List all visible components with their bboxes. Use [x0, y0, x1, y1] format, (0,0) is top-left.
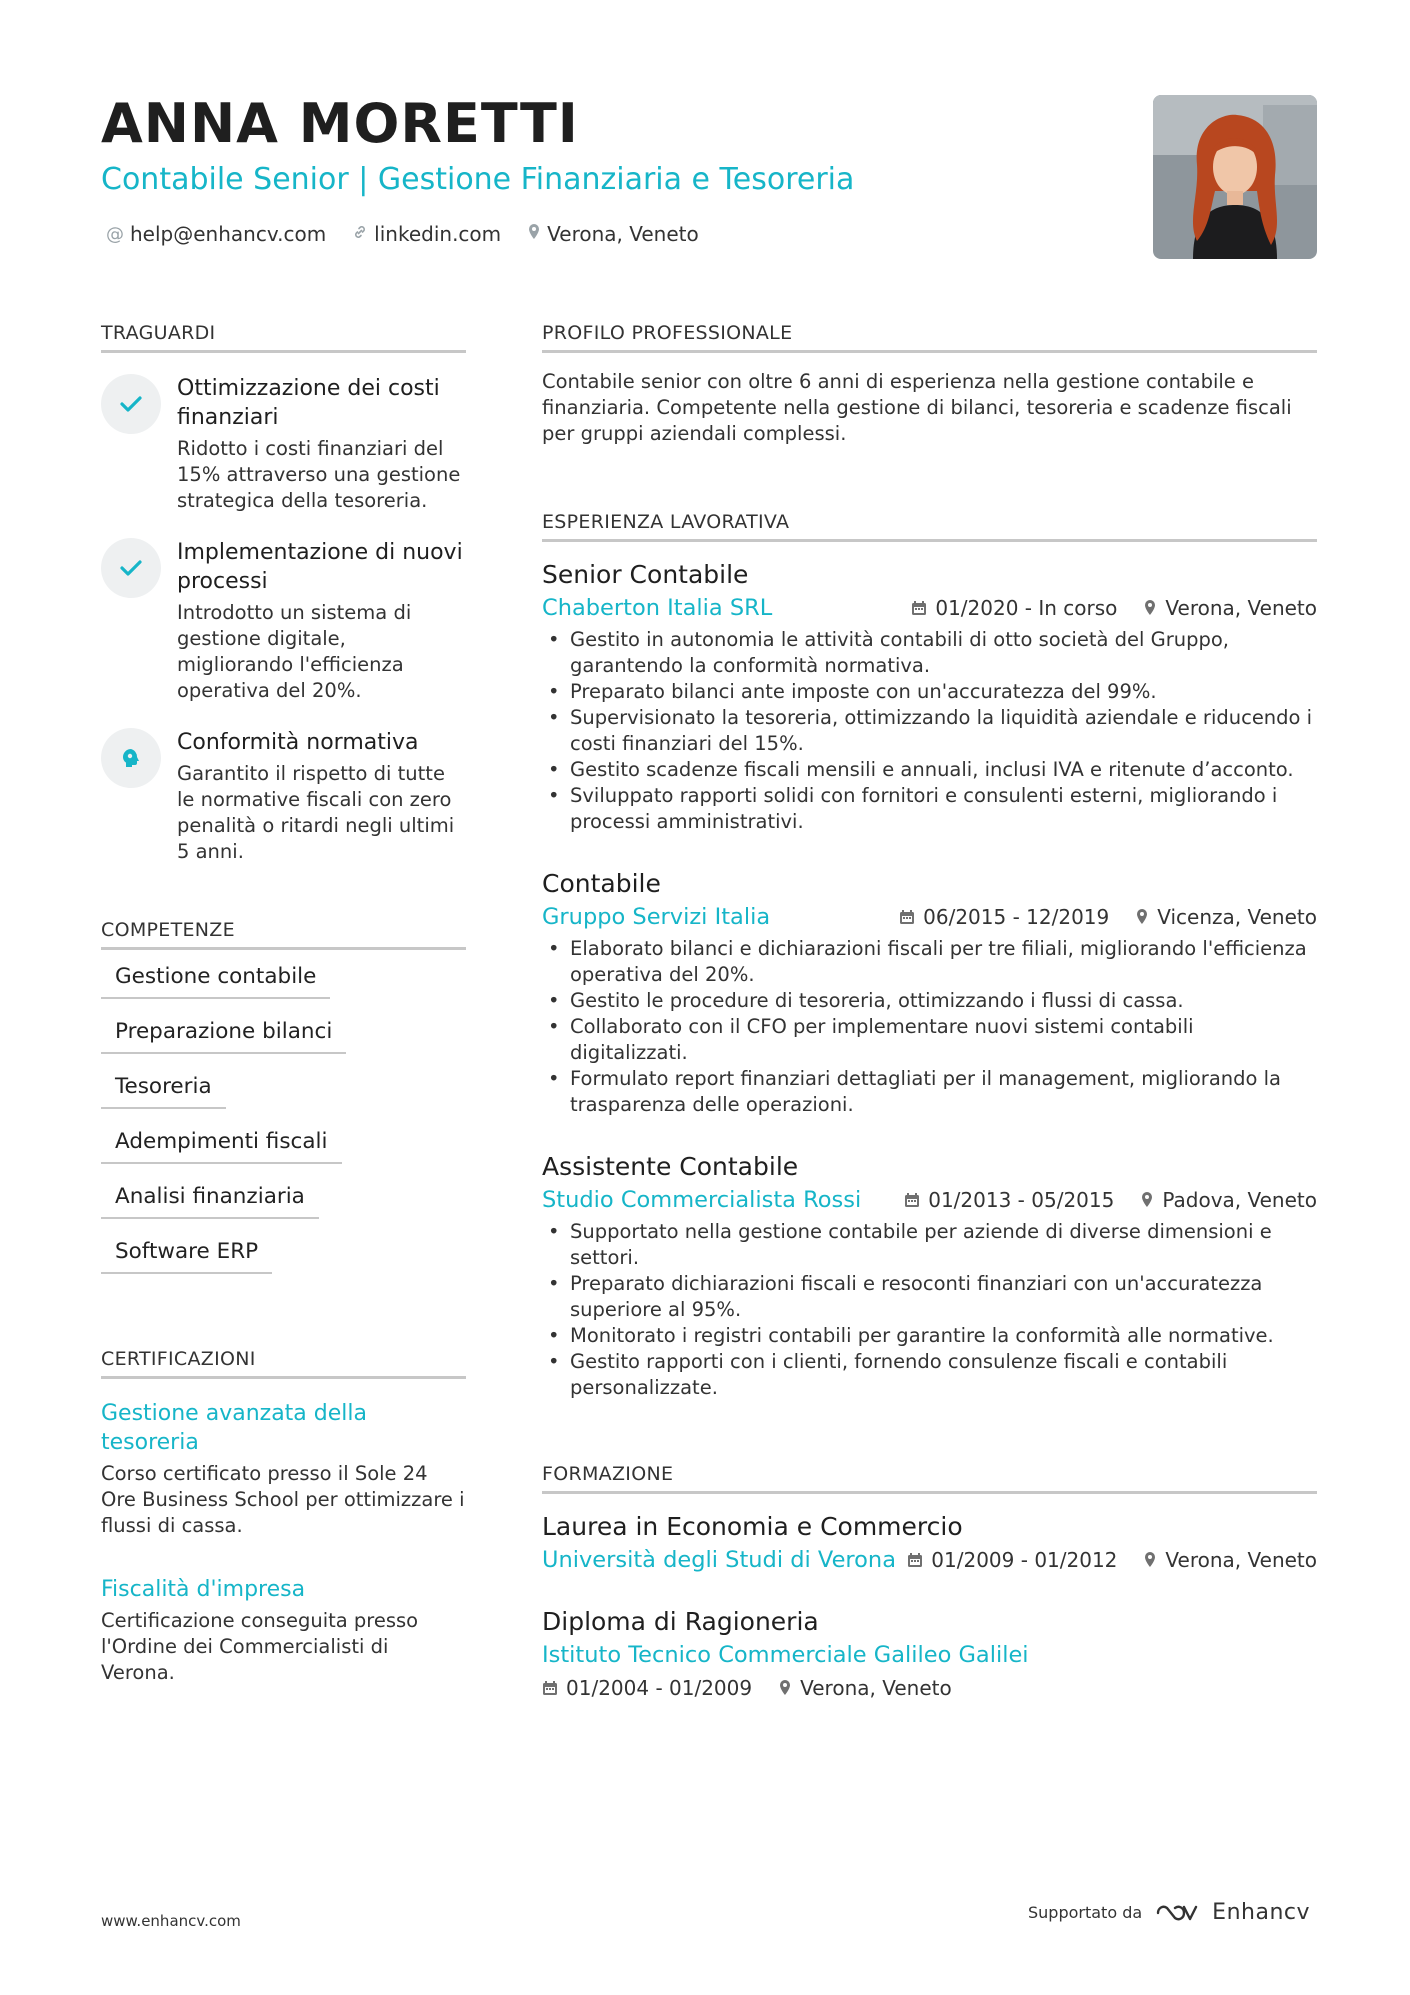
job-dates: 01/2013 - 05/2015: [904, 1188, 1114, 1212]
contact-email[interactable]: [106, 222, 326, 246]
location-pin-icon: [1135, 908, 1149, 926]
job-location: Verona, Veneto: [1143, 596, 1317, 620]
job-bullets: [542, 1219, 1317, 1401]
contact-location: [527, 222, 699, 246]
education-dates: 01/2009 - 01/2012: [907, 1548, 1117, 1572]
job-meta: [542, 1187, 1317, 1213]
at-icon: @: [106, 223, 124, 245]
enhancv-logo-icon: [1154, 1901, 1200, 1925]
degree-title: Laurea in Economia e Commercio: [542, 1512, 963, 1541]
certification-desc: Corso certificato presso il Sole 24 Ore Business School per ottimizzare i flussi di cassa.: [101, 1462, 465, 1537]
degree-title: Diploma di Ragioneria: [542, 1607, 819, 1636]
job-location: Padova, Veneto: [1140, 1188, 1317, 1212]
calendar-icon: [904, 1192, 920, 1208]
check-icon: [101, 374, 161, 434]
education-entry: [542, 1607, 1317, 1700]
right-column: [542, 322, 1317, 1700]
section-title-skills: COMPETENZE: [101, 919, 466, 950]
job-meta-right: [899, 905, 1317, 929]
achievement-item: [101, 374, 466, 514]
achievement-title: Implementazione di nuovi processi: [177, 540, 463, 594]
job-title: Contabile: [542, 869, 661, 898]
education-location: Verona, Veneto: [778, 1676, 952, 1700]
summary-text: Contabile senior con oltre 6 anni di esperienza nella gestione contabile e finanziaria. Competente nella gestione di bilanci, tesoreria e scadenze fiscali per gruppi aziendali complessi.: [542, 370, 1292, 445]
footer-website[interactable]: www.enhancv.com: [101, 1912, 241, 1930]
location-pin-icon: [1143, 599, 1157, 617]
skills-list: [101, 964, 466, 1274]
achievement-item: [101, 538, 466, 704]
skill-tag: Preparazione bilanci: [101, 1019, 346, 1054]
job-entry: [542, 1152, 1317, 1401]
bullet-item: • Supportato nella gestione contabile per aziende di diverse dimensioni e settori.: [542, 1219, 1317, 1271]
job-meta: [542, 904, 1317, 930]
achievement-desc: Garantito il rispetto di tutte le normative fiscali con zero penalità o ritardi negli ultimi 5 anni.: [177, 762, 455, 863]
job-title: Senior Contabile: [542, 560, 749, 589]
section-title-education: FORMAZIONE: [542, 1463, 1317, 1494]
bullet-item: • Monitorato i registri contabili per garantire la conformità alle normative.: [542, 1323, 1317, 1349]
email-text: help@enhancv.com: [130, 222, 327, 246]
job-bullets: [542, 627, 1317, 835]
school-name: Istituto Tecnico Commerciale Galileo Galilei: [542, 1642, 1029, 1668]
job-dates: 01/2020 - In corso: [911, 596, 1117, 620]
bullet-item: • Gestito rapporti con i clienti, fornendo consulenze fiscali e contabili personalizzate.: [542, 1349, 1317, 1401]
job-entry: [542, 560, 1317, 835]
education-location: Verona, Veneto: [1143, 1548, 1317, 1572]
location-pin-icon: [1143, 1551, 1157, 1569]
location-pin-icon: [527, 223, 541, 246]
education-meta-right: [907, 1548, 1317, 1572]
skill-tag: Gestione contabile: [101, 964, 330, 999]
education-entry: [542, 1512, 1317, 1573]
bullet-item: • Preparato dichiarazioni fiscali e resoconti finanziari con un'accuratezza superiore al 95%.: [542, 1271, 1317, 1323]
footer-powered-by: [1028, 1900, 1310, 1925]
job-title: Assistente Contabile: [542, 1152, 799, 1181]
school-name: Università degli Studi di Verona: [542, 1547, 896, 1573]
section-title-certifications: CERTIFICAZIONI: [101, 1348, 466, 1379]
job-meta-right: [904, 1188, 1317, 1212]
profile-photo: [1153, 95, 1317, 259]
location-pin-icon: [1140, 1191, 1154, 1209]
bullet-item: • Gestito le procedure di tesoreria, ottimizzando i flussi di cassa.: [542, 988, 1317, 1014]
job-meta: [542, 595, 1317, 621]
company-name: Chaberton Italia SRL: [542, 595, 773, 621]
linkedin-text: linkedin.com: [374, 222, 502, 246]
calendar-icon: [899, 909, 915, 925]
bullet-item: • Collaborato con il CFO per implementare nuovi sistemi contabili digitalizzati.: [542, 1014, 1317, 1066]
bullet-item: • Sviluppato rapporti solidi con fornitori e consulenti esterni, migliorando i processi amministrativi.: [542, 783, 1317, 835]
calendar-icon: [911, 600, 927, 616]
bullet-item: • Gestito in autonomia le attività contabili di otto società del Gruppo, garantendo la conformità normativa.: [542, 627, 1317, 679]
achievement-desc: Ridotto i costi finanziari del 15% attraverso una gestione strategica della tesoreria.: [177, 437, 461, 512]
certification-item: [101, 1399, 466, 1539]
job-location: Vicenza, Veneto: [1135, 905, 1317, 929]
candidate-subtitle: Contabile Senior | Gestione Finanziaria e Tesoreria: [101, 162, 855, 197]
location-pin-icon: [778, 1679, 792, 1697]
certification-item: [101, 1575, 466, 1686]
skill-tag: Analisi finanziaria: [101, 1184, 319, 1219]
location-text: Verona, Veneto: [547, 222, 699, 246]
calendar-icon: [907, 1552, 923, 1568]
company-name: Gruppo Servizi Italia: [542, 904, 771, 930]
job-dates: 06/2015 - 12/2019: [899, 905, 1109, 929]
company-name: Studio Commercialista Rossi: [542, 1187, 862, 1213]
section-title-experience: ESPERIENZA LAVORATIVA: [542, 511, 1317, 542]
bullet-item: • Gestito scadenze fiscali mensili e annuali, inclusi IVA e ritenute d’acconto.: [542, 757, 1317, 783]
skill-tag: Tesoreria: [101, 1074, 226, 1109]
bullet-item: • Elaborato bilanci e dichiarazioni fiscali per tre filiali, migliorando l'efficienza operativa del 20%.: [542, 936, 1317, 988]
powered-by-text: Supportato da: [1028, 1903, 1143, 1922]
brand-name: Enhancv: [1212, 1900, 1310, 1925]
skill-tag: Adempimenti fiscali: [101, 1129, 342, 1164]
contact-bar: [106, 222, 699, 246]
check-icon: [101, 538, 161, 598]
left-column: [101, 322, 466, 1686]
achievement-item: [101, 728, 466, 865]
achievement-title: Ottimizzazione dei costi finanziari: [177, 376, 440, 430]
education-dates: 01/2004 - 01/2009: [542, 1676, 752, 1700]
brain-icon: [101, 728, 161, 788]
calendar-icon: [542, 1680, 558, 1696]
bullet-item: • Supervisionato la tesoreria, ottimizzando la liquidità aziendale e riducendo i costi finanziari del 15%.: [542, 705, 1317, 757]
candidate-name: ANNA MORETTI: [101, 92, 579, 155]
certification-title: Fiscalità d'impresa: [101, 1577, 306, 1602]
certification-title: Gestione avanzata della tesoreria: [101, 1401, 367, 1455]
bullet-item: • Formulato report finanziari dettagliati per il management, migliorando la trasparenza delle operazioni.: [542, 1066, 1317, 1118]
contact-linkedin[interactable]: [352, 222, 501, 246]
job-bullets: [542, 936, 1317, 1118]
section-title-achievements: TRAGUARDI: [101, 322, 466, 353]
job-entry: [542, 869, 1317, 1118]
achievement-title: Conformità normativa: [177, 730, 419, 755]
education-meta: [542, 1547, 1317, 1573]
skill-tag: Software ERP: [101, 1239, 272, 1274]
section-title-summary: PROFILO PROFESSIONALE: [542, 322, 1317, 353]
bullet-item: • Preparato bilanci ante imposte con un'accuratezza del 99%.: [542, 679, 1317, 705]
education-meta-right: [542, 1676, 1317, 1700]
job-meta-right: [911, 596, 1317, 620]
link-icon: [352, 224, 368, 245]
certification-desc: Certificazione conseguita presso l'Ordine dei Commercialisti di Verona.: [101, 1609, 419, 1684]
achievement-desc: Introdotto un sistema di gestione digitale, migliorando l'efficienza operativa del 20%.: [177, 601, 412, 702]
